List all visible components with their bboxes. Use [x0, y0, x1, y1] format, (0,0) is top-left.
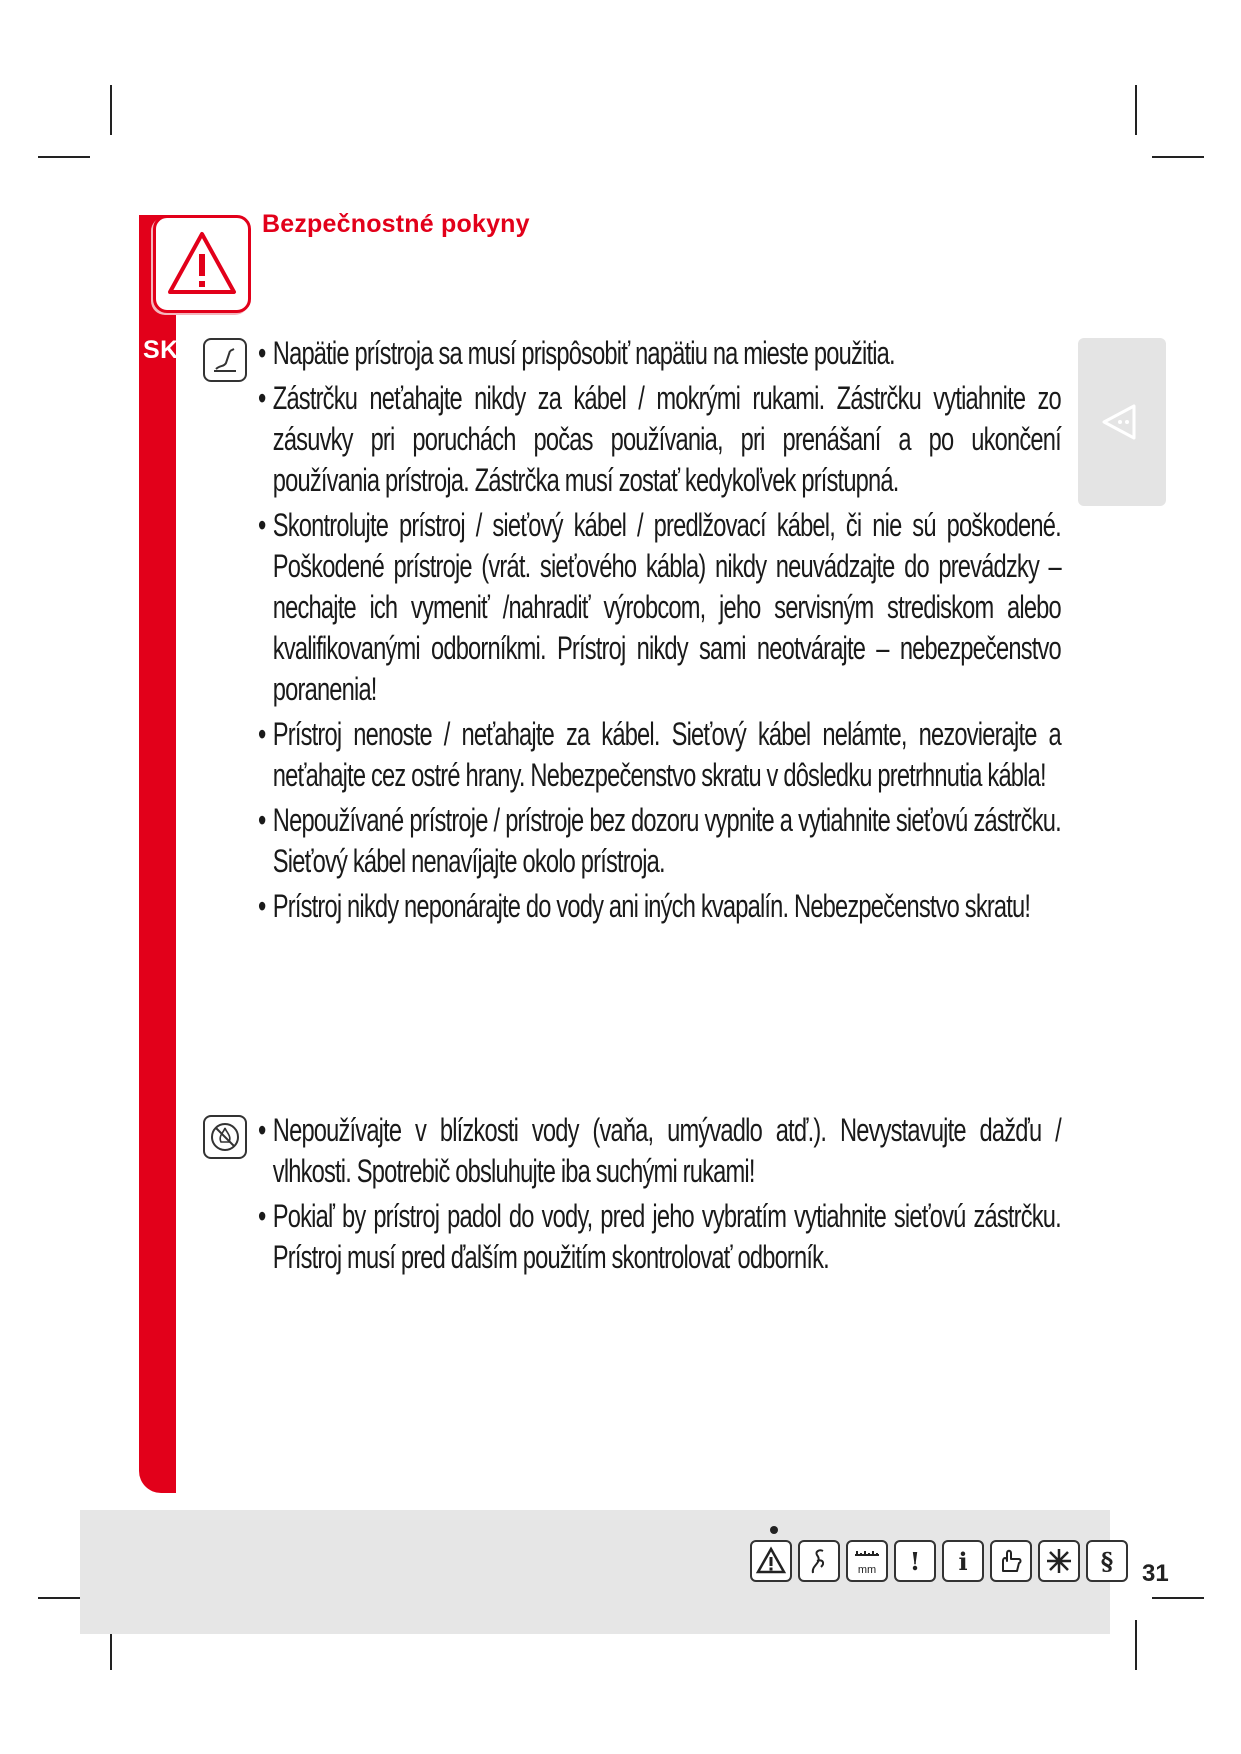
list-item: • Prístroj nenoste / neťahajte za kábel. Sieťový kábel nelámte, nezovierajte a neťahajte cez ostré hrany. Nebezpečenstvo skratu v dôsledku pretrhnutia kábla! [258, 714, 1061, 796]
active-indicator [770, 1526, 778, 1534]
hair-icon[interactable] [798, 1540, 840, 1582]
list-item: • Skontrolujte prístroj / sieťový kábel / predlžovací kábel, či nie sú poškodené. Poškodené prístroje (vrát. sieťového kábla) nikdy neuvádzajte do prevádzky – nechajte ich vymeniť /nahradiť výrobcom, jeho servisným strediskom alebo kvalifikovanými odborníkmi. Prístroj nikdy sami neotvárajte – nebezpečenstvo poranenia! [258, 505, 1061, 710]
list-item: • Nepoužívajte v blízkosti vody (vaňa, umývadlo atď.). Nevystavujte dažďu / vlhkosti. Spotrebič obsluhujte iba suchými rukami! [258, 1110, 1061, 1192]
crop-mark [1135, 85, 1137, 135]
safety-list-water [258, 1110, 1061, 1282]
no-water-icon [203, 1115, 247, 1159]
list-item: • Prístroj nikdy neponárajte do vody ani iných kvapalín. Nebezpečenstvo skratu! [258, 886, 1061, 927]
crop-mark [1152, 156, 1204, 158]
chapter-nav [750, 1540, 1128, 1582]
language-code: SK [143, 336, 179, 364]
crop-mark [1152, 1597, 1204, 1599]
warning-icon [153, 215, 251, 313]
safety-list-electric [258, 333, 1061, 931]
back-arrow-icon [1100, 402, 1140, 442]
crop-mark [110, 85, 112, 135]
footer-bar [80, 1510, 1169, 1634]
ruler-mm-icon[interactable] [846, 1540, 888, 1582]
sparkle-icon[interactable] [1038, 1540, 1080, 1582]
ruler-mm-label: mm [857, 1564, 877, 1576]
plug-hand-icon [203, 338, 247, 382]
exclamation-icon[interactable]: ! [894, 1540, 936, 1582]
section-color-bar [139, 215, 176, 1493]
side-tab-back[interactable] [1078, 338, 1166, 506]
crop-mark [38, 156, 90, 158]
page-number: 31 [1142, 1560, 1169, 1587]
list-item: • Pokiaľ by prístroj padol do vody, pred jeho vybratím vytiahnite sieťovú zástrčku. Prístroj musí pred ďalším použitím skontrolovať odborník. [258, 1196, 1061, 1278]
hand-icon[interactable] [990, 1540, 1032, 1582]
warning-icon[interactable] [750, 1540, 792, 1582]
list-item: • Napätie prístroja sa musí prispôsobiť napätiu na mieste použitia. [258, 333, 1061, 374]
list-item: • Zástrčku neťahajte nikdy za kábel / mokrými rukami. Zástrčku vytiahnite zo zásuvky pri poruchách počas používania, pri prenášaní a po ukončení používania prístroja. Zástrčka musí zostať kedykoľvek prístupná. [258, 378, 1061, 501]
page-title: Bezpečnostné pokyny [262, 210, 530, 238]
list-item: • Nepoužívané prístroje / prístroje bez dozoru vypnite a vytiahnite sieťovú zástrčku. Sieťový kábel nenavíjajte okolo prístroja. [258, 800, 1061, 882]
info-icon[interactable]: i [942, 1540, 984, 1582]
paragraph-icon[interactable]: § [1086, 1540, 1128, 1582]
crop-mark [1135, 1620, 1137, 1670]
